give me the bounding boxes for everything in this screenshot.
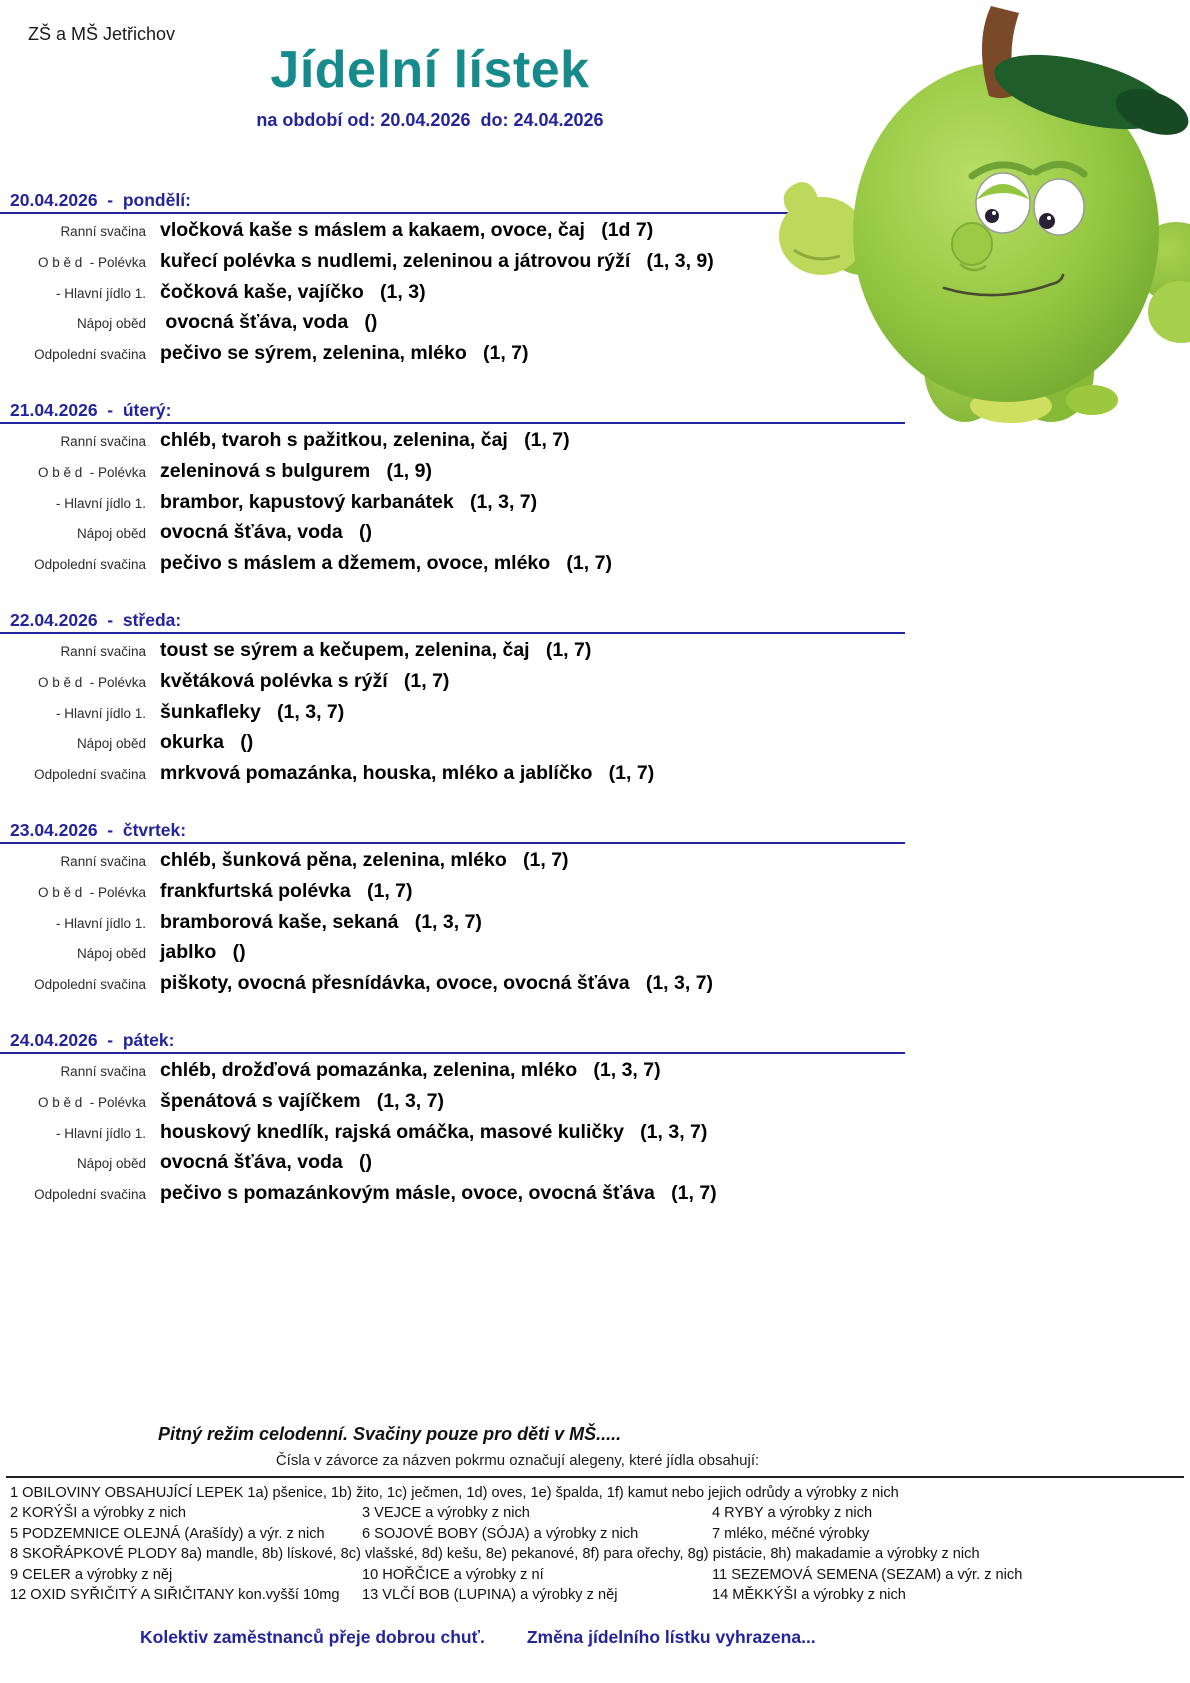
meal-item-text: chléb, tvaroh s pažitkou, zelenina, čaj (1, 7) [160, 428, 570, 451]
meal-item-text: piškoty, ovocná přesnídávka, ovoce, ovocná šťáva (1, 3, 7) [160, 972, 714, 995]
meal-row [0, 460, 1190, 491]
meal-row [0, 1151, 1190, 1182]
day-section [0, 190, 1190, 373]
meal-type-label: O b ě d - Polévka [37, 884, 146, 900]
meal-type-label: Nápoj oběd [76, 526, 146, 542]
allergen-entry: 9 CELER a výrobky z něj [10, 1566, 173, 1583]
meal-item-text: jablko () [160, 941, 246, 964]
meal-type-label: - Hlavní jídlo 1. [55, 705, 146, 721]
meal-row [0, 1090, 1190, 1121]
meal-type-label: Odpolední svačina [34, 1187, 146, 1203]
meal-row [0, 911, 1190, 942]
apple-leaf [987, 40, 1190, 144]
allergen-entry: 10 HOŘČICE a výrobky z ní [362, 1566, 544, 1583]
meal-item-text: bramborová kaše, sekaná (1, 3, 7) [160, 910, 482, 933]
meal-item-text: pečivo se sýrem, zelenina, mléko (1, 7) [160, 342, 529, 365]
allergen-row [10, 1483, 1184, 1503]
meal-type-label: Ranní svačina [60, 224, 146, 239]
meal-item-text: pečivo s máslem a džemem, ovoce, mléko (1, 7) [160, 552, 612, 575]
drinking-regime-note: Pitný režim celodenní. Svačiny pouze pro děti v MŠ..... [158, 1424, 622, 1444]
allergen-row [10, 1565, 1184, 1585]
allergen-entry: 6 SOJOVÉ BOBY (SÓJA) a výrobky z nich [362, 1525, 639, 1542]
meal-item-text: pečivo s pomazánkovým másle, ovoce, ovocná šťáva (1, 7) [160, 1182, 717, 1205]
meal-type-label: Ranní svačina [60, 433, 146, 449]
meal-type-label: Odpolední svačina [34, 767, 146, 783]
meal-type-label: Nápoj oběd [76, 946, 146, 962]
meal-type-label: O b ě d - Polévka [37, 1094, 146, 1110]
meal-row [0, 311, 1190, 342]
meal-type-label: - Hlavní jídlo 1. [55, 285, 146, 301]
apple-stem [982, 6, 1019, 98]
meal-row [0, 639, 1190, 670]
meal-type-label: Nápoj oběd [76, 736, 146, 752]
day-date-header: 24.04.2026 - pátek: [10, 1029, 175, 1050]
allergen-divider-line [6, 1476, 1184, 1478]
allergen-row [10, 1503, 1184, 1523]
page-title: Jídelní lístek [270, 41, 590, 99]
allergen-entry: 8 SKOŘÁPKOVÉ PLODY 8a) mandle, 8b) lískové, 8c) vlašské, 8d) kešu, 8e) pekanové, 8f) para ořechy, 8g) pistácie, 8h) makadamie a výrobky z nich [10, 1546, 980, 1563]
meal-row [0, 880, 1190, 911]
allergen-entry: 1 OBILOVINY OBSAHUJÍCÍ LEPEK 1a) pšenice, 1b) žito, 1c) ječmen, 1d) oves, 1e) špalda, 1f) kamut nebo jejich odrůdy a výrobky z nich [10, 1485, 899, 1501]
day-section [0, 1030, 1190, 1213]
day-meal-rows [0, 639, 1190, 793]
meal-row [0, 521, 1190, 552]
day-meal-rows [0, 429, 1190, 583]
meal-row [0, 491, 1190, 522]
day-date-header: 21.04.2026 - úterý: [10, 399, 172, 420]
meal-row [0, 1059, 1190, 1090]
meal-row [0, 1121, 1190, 1152]
allergen-entry: 4 RYBY a výrobky z nich [712, 1505, 873, 1522]
meal-type-label: Nápoj oběd [76, 1156, 146, 1172]
day-section [0, 400, 1190, 583]
meal-type-label: Ranní svačina [60, 853, 146, 869]
meal-item-text: chléb, drožďová pomazánka, zelenina, mléko (1, 3, 7) [160, 1058, 661, 1081]
closing-disclaimer: Změna jídelního lístku vyhrazena... [526, 1627, 816, 1647]
closing-wish: Kolektiv zaměstnanců přeje dobrou chuť. [140, 1627, 485, 1647]
allergen-row [10, 1585, 1184, 1605]
day-date-header: 23.04.2026 - čtvrtek: [10, 819, 187, 840]
day-section [0, 610, 1190, 793]
meal-row [0, 429, 1190, 460]
allergen-entry: 12 OXID SYŘIČITÝ A SIŘIČITANY kon.vyšší 10mg [10, 1587, 340, 1604]
day-list [0, 190, 1190, 1240]
meal-item-text: okurka () [160, 731, 254, 754]
allergen-row [10, 1544, 1184, 1564]
meal-type-label: - Hlavní jídlo 1. [55, 495, 146, 511]
meal-type-label: Odpolední svačina [34, 347, 146, 363]
day-divider-line [0, 422, 905, 424]
meal-type-label: - Hlavní jídlo 1. [55, 915, 146, 931]
meal-item-text: čočková kaše, vajíčko (1, 3) [160, 280, 426, 303]
meal-type-label: Ranní svačina [60, 1063, 146, 1079]
day-meal-rows [0, 1059, 1190, 1213]
meal-item-text: ovocná šťáva, voda () [160, 521, 372, 544]
meal-row [0, 849, 1190, 880]
meal-row [0, 972, 1190, 1003]
meal-type-label: O b ě d - Polévka [37, 464, 146, 480]
allergen-heading: Čísla v závorce za názven pokrmu označují alegeny, které jídla obsahují: [275, 1452, 760, 1469]
meal-item-text: květáková polévka s rýží (1, 7) [160, 669, 450, 692]
school-name: ZŠ a MŠ Jetřichov [28, 24, 176, 44]
meal-item-text: ovocná šťáva, voda () [160, 311, 378, 334]
meal-row [0, 762, 1190, 793]
day-date-header: 20.04.2026 - pondělí: [10, 190, 191, 210]
day-meal-rows [0, 849, 1190, 1003]
meal-type-label: O b ě d - Polévka [37, 674, 146, 690]
meal-item-text: mrkvová pomazánka, houska, mléko a jablíčko (1, 7) [160, 762, 655, 785]
meal-item-text: špenátová s vajíčkem (1, 3, 7) [160, 1089, 444, 1112]
meal-row [0, 250, 1190, 281]
allergen-entry: 3 VEJCE a výrobky z nich [362, 1505, 530, 1522]
meal-row [0, 552, 1190, 583]
closing-line [140, 1627, 816, 1648]
allergen-entry: 14 MĚKKÝŠI a výrobky z nich [712, 1587, 906, 1604]
meal-type-label: Nápoj oběd [76, 316, 146, 332]
allergen-row [10, 1524, 1184, 1544]
meal-item-text: toust se sýrem a kečupem, zelenina, čaj (1, 7) [160, 638, 592, 661]
allergen-entry: 7 mléko, méčné výrobky [712, 1525, 870, 1542]
meal-row [0, 941, 1190, 972]
menu-period: na období od: 20.04.2026 do: 24.04.2026 [256, 110, 604, 130]
day-section [0, 820, 1190, 1003]
meal-row [0, 342, 1190, 373]
allergen-list [10, 1483, 1184, 1605]
meal-item-text: vločková kaše s máslem a kakaem, ovoce, čaj (1d 7) [160, 219, 654, 241]
meal-row [0, 731, 1190, 762]
meal-item-text: frankfurtská polévka (1, 7) [160, 879, 413, 902]
day-divider-line [0, 842, 905, 844]
meal-row [0, 670, 1190, 701]
day-divider-line [0, 1052, 905, 1054]
meal-item-text: brambor, kapustový karbanátek (1, 3, 7) [160, 490, 538, 513]
meal-item-text: ovocná šťáva, voda () [160, 1151, 372, 1174]
day-meal-rows [0, 219, 1190, 373]
meal-item-text: zeleninová s bulgurem (1, 9) [160, 459, 432, 482]
meal-row [0, 219, 1190, 250]
day-date-header: 22.04.2026 - středa: [10, 609, 182, 630]
meal-item-text: chléb, šunková pěna, zelenina, mléko (1, 7) [160, 848, 569, 871]
meal-row [0, 281, 1190, 312]
meal-item-text: houskový knedlík, rajská omáčka, masové kuličky (1, 3, 7) [160, 1120, 708, 1143]
meal-type-label: O b ě d - Polévka [37, 254, 146, 270]
day-divider-line [0, 212, 905, 214]
meal-item-text: šunkafleky (1, 3, 7) [160, 700, 345, 723]
allergen-entry: 2 KORÝŠI a výrobky z nich [10, 1505, 187, 1522]
meal-row [0, 1182, 1190, 1213]
meal-item-text: kuřecí polévka s nudlemi, zeleninou a játrovou rýží (1, 3, 9) [160, 249, 714, 272]
meal-type-label: Ranní svačina [60, 643, 146, 659]
meal-type-label: - Hlavní jídlo 1. [55, 1125, 146, 1141]
allergen-entry: 11 SEZEMOVÁ SEMENA (SEZAM) a výr. z nich [712, 1566, 1023, 1583]
day-divider-line [0, 632, 905, 634]
meal-type-label: Odpolední svačina [34, 977, 146, 993]
meal-type-label: Odpolední svačina [34, 557, 146, 573]
allergen-entry: 5 PODZEMNICE OLEJNÁ (Arašídy) a výr. z nich [10, 1525, 325, 1542]
allergen-entry: 13 VLČÍ BOB (LUPINA) a výrobky z něj [362, 1587, 618, 1604]
meal-row [0, 701, 1190, 732]
